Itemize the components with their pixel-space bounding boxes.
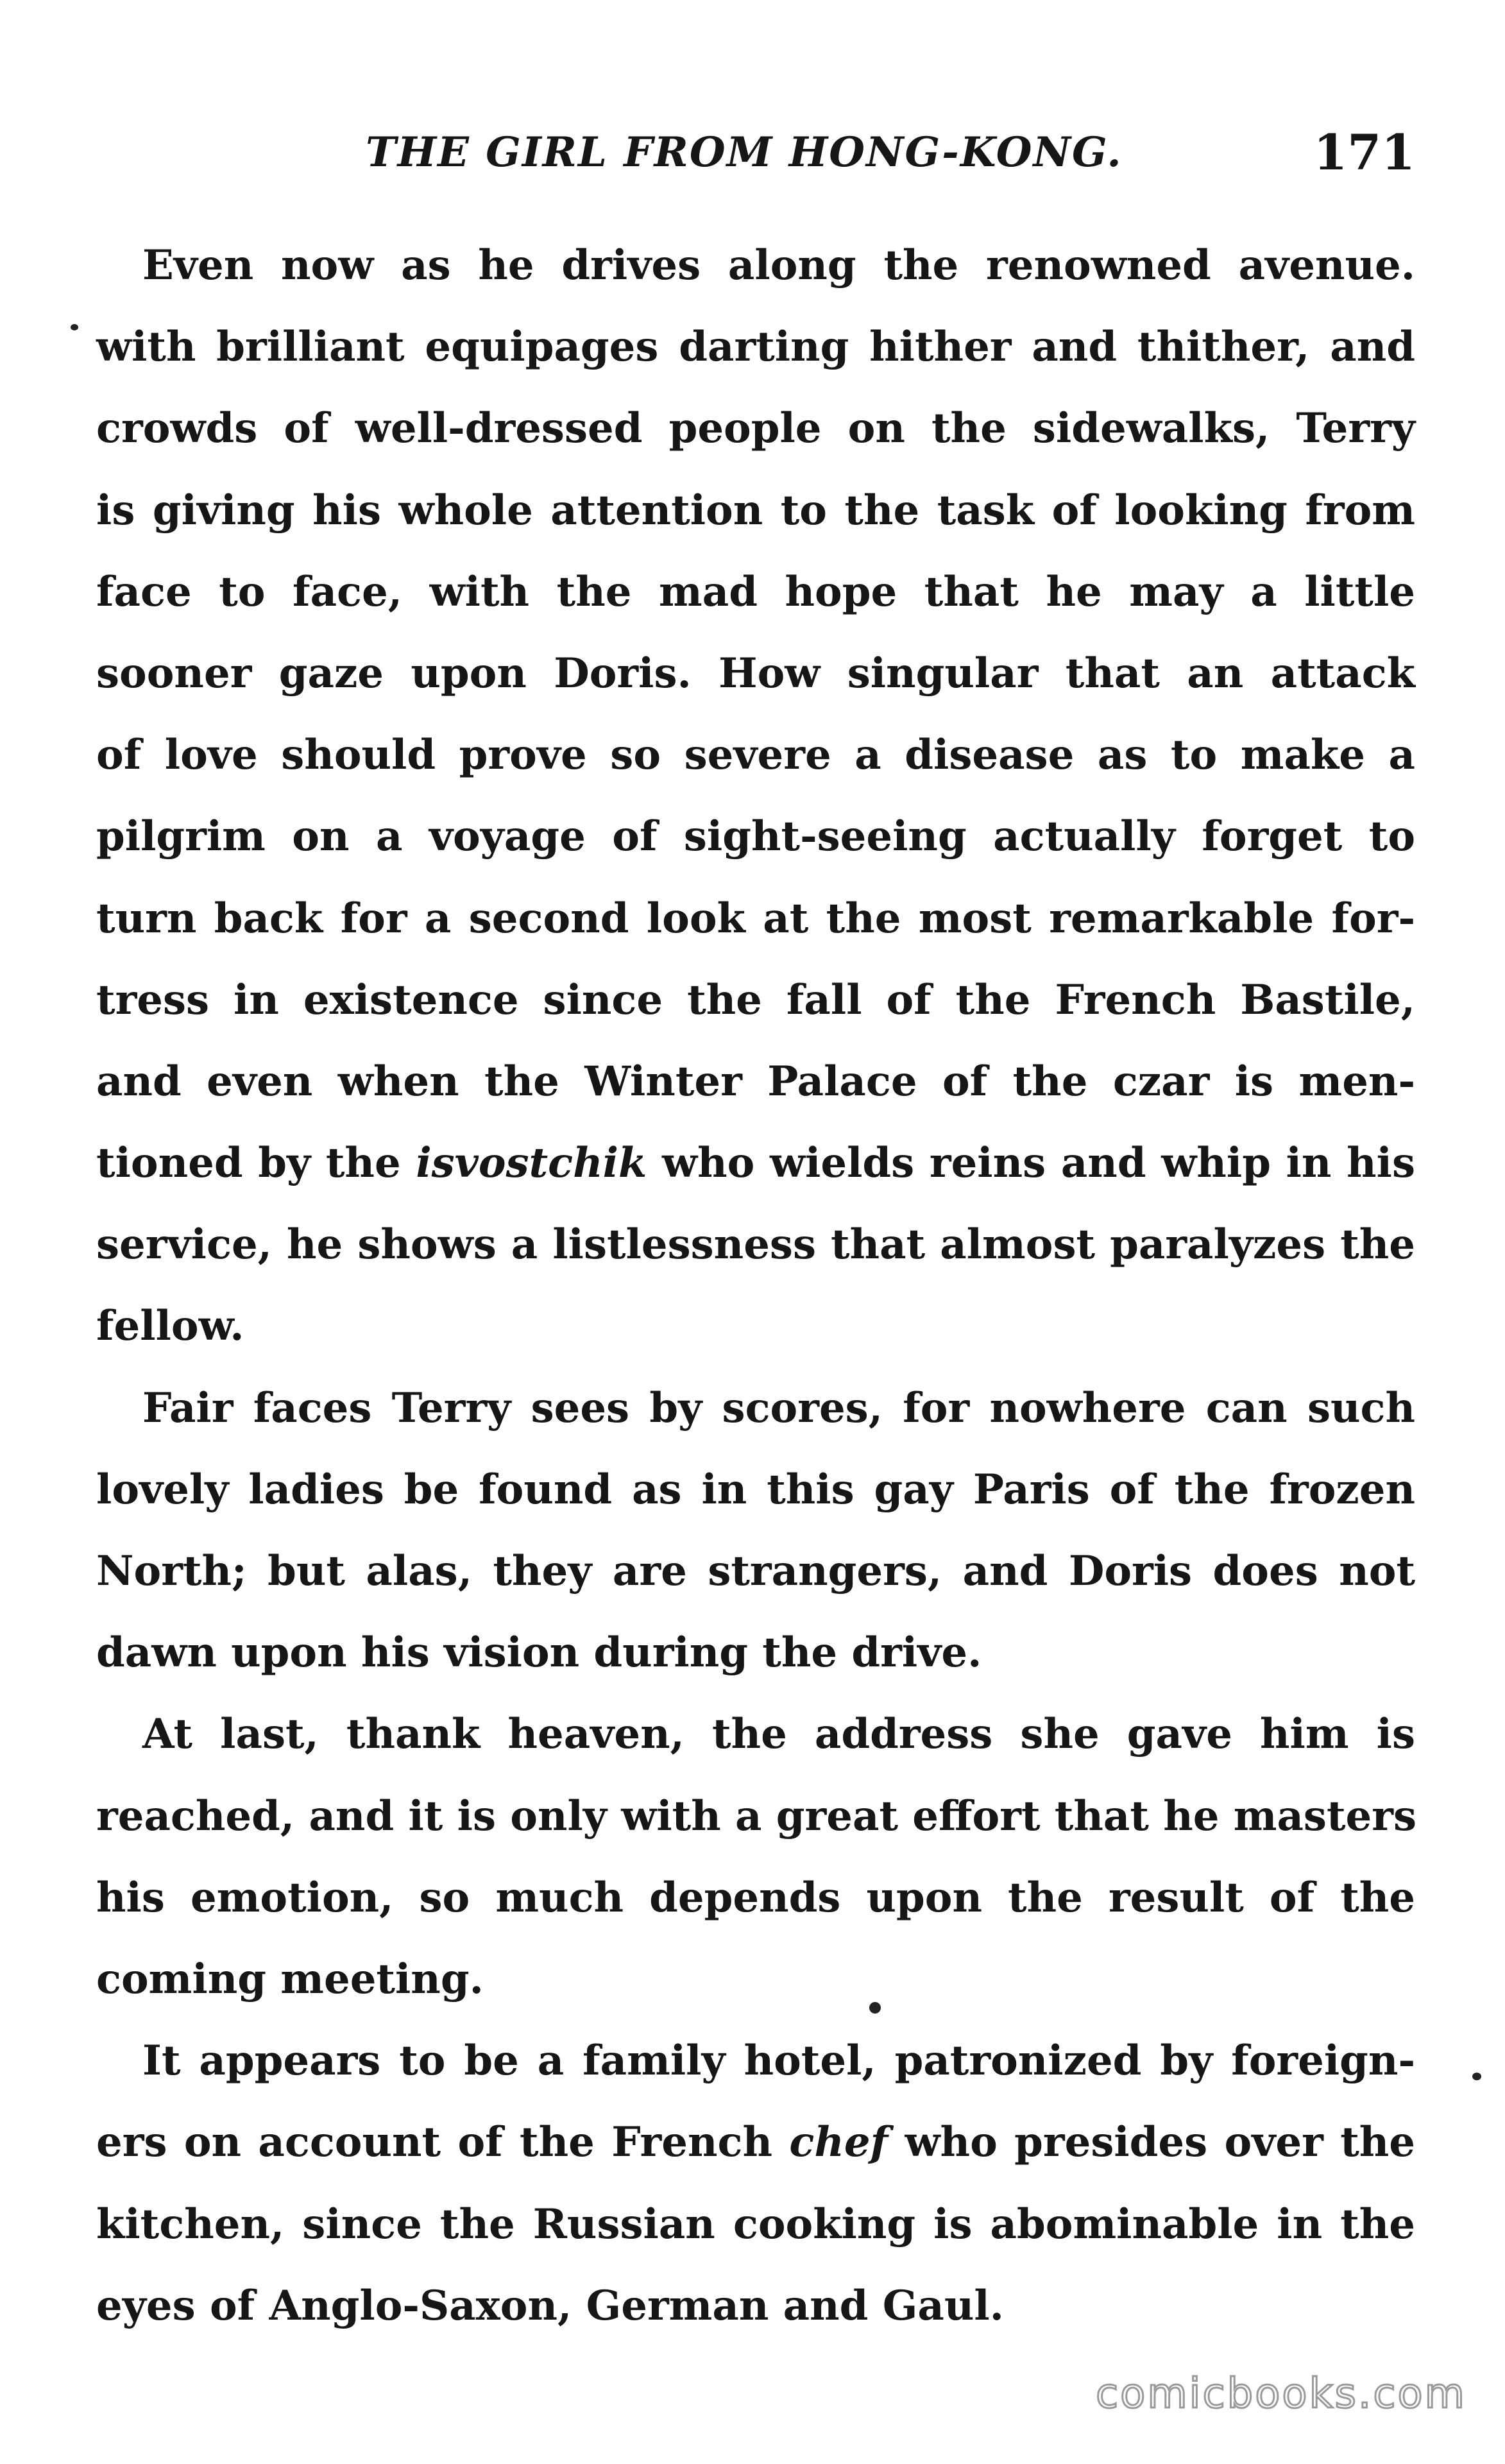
scan-speck: [869, 2002, 881, 2014]
text-line: sooner gaze upon Doris. How singular that an attack: [96, 649, 1415, 697]
foreign-word: isvostchik: [416, 1139, 647, 1188]
text-line: At last, thank heaven, the address she gave him is: [142, 1710, 1415, 1759]
text-line: is giving his whole attention to the task of looking from: [96, 486, 1415, 535]
running-title: THE GIRL FROM HONG-KONG.: [366, 128, 1123, 176]
text-line: reached, and it is only with a great effort that he masters: [96, 1792, 1416, 1840]
text-line: dawn upon his vision during the drive.: [96, 1629, 982, 1677]
scan-speck: [1472, 2073, 1481, 2080]
page-number: 171: [1313, 124, 1415, 181]
text-line: kitchen, since the Russian cooking is abominable in the: [96, 2200, 1415, 2248]
text-line: Fair faces Terry sees by scores, for nowhere can such: [142, 1383, 1415, 1432]
text-line: coming meeting.: [96, 1955, 484, 2003]
text-segment: tioned by the: [96, 1139, 416, 1188]
text-line: crowds of well-dressed people on the sidewalks, Terry: [96, 404, 1415, 453]
text-line: lovely ladies be found as in this gay Paris of the frozen: [96, 1465, 1415, 1514]
text-line: It appears to be a family hotel, patronized by foreign-: [142, 2037, 1415, 2085]
text-line: turn back for a second look at the most remarkable for-: [96, 894, 1415, 943]
scan-speck: [71, 324, 78, 330]
text-line: tress in existence since the fall of the French Bastile,: [96, 975, 1415, 1024]
watermark: comicbooks.com: [1095, 2370, 1467, 2418]
text-segment: who presides over the: [888, 2118, 1416, 2167]
text-line: service, he shows a listlessness that almost paralyzes the: [96, 1220, 1415, 1269]
text-segment: who wields reins and whip in his: [647, 1139, 1415, 1188]
text-line: Even now as he drives along the renowned avenue.: [142, 241, 1415, 289]
running-head: [96, 121, 1415, 185]
text-line: with brilliant equipages darting hither and thither, and: [96, 323, 1415, 372]
text-line: [96, 1122, 1415, 1204]
text-segment: ers on account of the French: [96, 2118, 790, 2167]
text-line: North; but alas, they are strangers, and Doris does not: [96, 1547, 1415, 1595]
text-line: and even when the Winter Palace of the czar is men-: [96, 1057, 1415, 1106]
text-line: his emotion, so much depends upon the result of the: [96, 1873, 1415, 1922]
foreign-word: chef: [789, 2118, 889, 2167]
text-line: fellow.: [96, 1302, 244, 1351]
text-line: face to face, with the mad hope that he may a little: [96, 567, 1415, 616]
text-line: [96, 2101, 1415, 2183]
body-text: [96, 225, 1415, 2347]
text-line: of love should prove so severe a disease as to make a: [96, 731, 1415, 780]
text-line: pilgrim on a voyage of sight-seeing actually forget to: [96, 812, 1415, 861]
text-line: eyes of Anglo-Saxon, German and Gaul.: [96, 2281, 1004, 2330]
